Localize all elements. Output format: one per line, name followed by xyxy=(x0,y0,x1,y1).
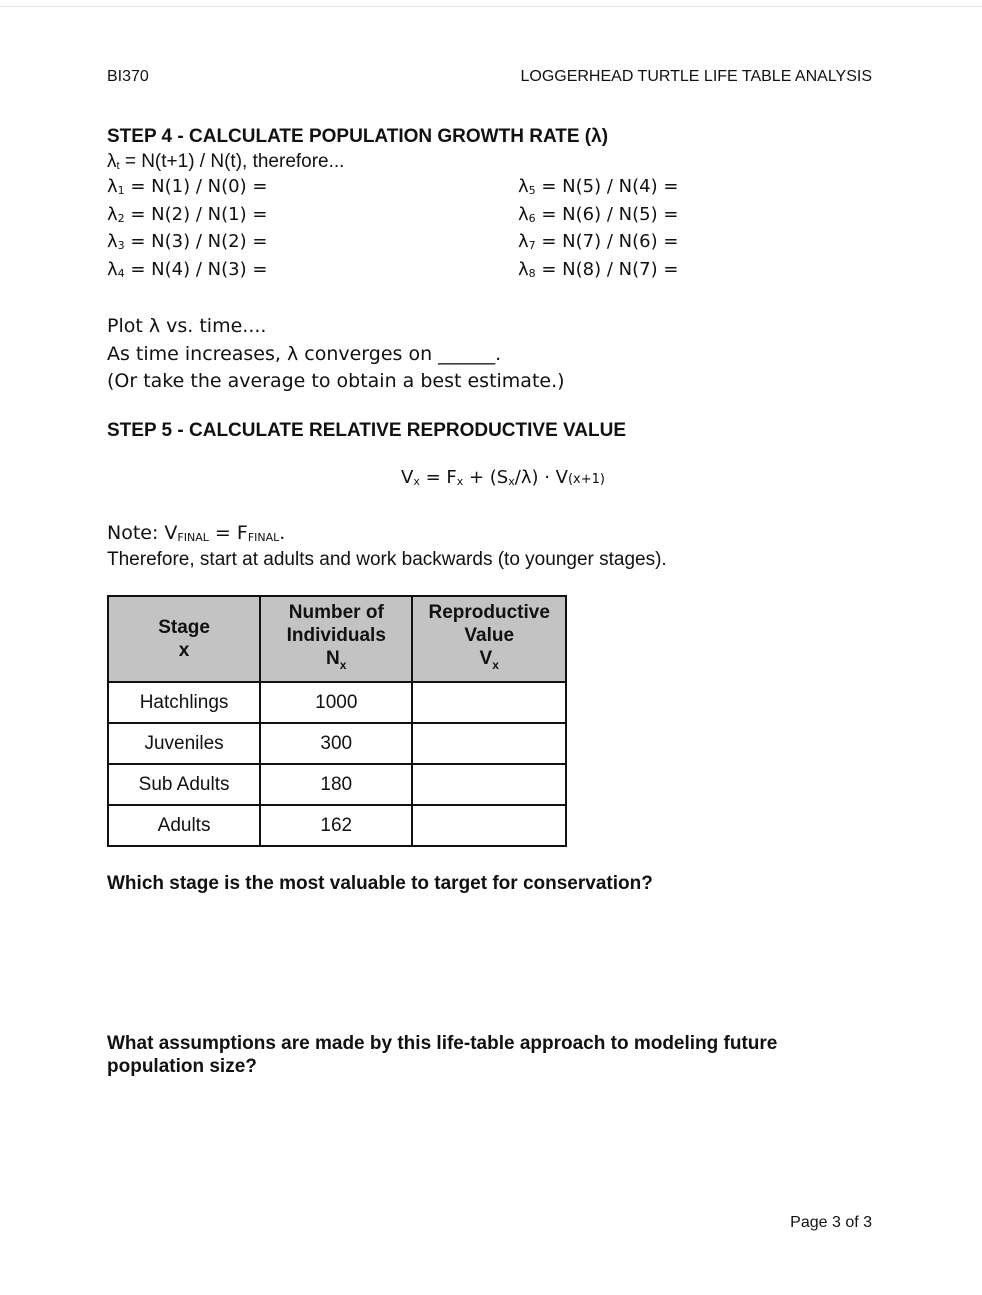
value-cell[interactable] xyxy=(412,805,566,846)
stage-table xyxy=(107,595,567,847)
value-cell[interactable] xyxy=(412,682,566,723)
lambda-2-row: $\lambda_2 = N(2) / N(1)$ = xyxy=(107,204,268,225)
lambda-5-row: $\lambda_5 = N(5) / N(4)$ = xyxy=(518,176,679,197)
number-cell: 180 xyxy=(260,764,412,805)
final-value-note: Note: $V_{FINAL} = F_{FINAL}$. xyxy=(107,522,286,544)
lambda-definition xyxy=(107,151,344,173)
number-cell: 300 xyxy=(260,723,412,764)
stage-cell: Juveniles xyxy=(108,723,260,764)
lambda-7-row: $\lambda_7 = N(7) / N(6)$ = xyxy=(518,231,679,252)
step5-heading: STEP 5 - CALCULATE RELATIVE REPRODUCTIVE VALUE xyxy=(107,420,627,441)
lambda-definition-text: = N(t+1) / N(t), therefore... xyxy=(119,151,345,172)
reproductive-value-formula: $V_x = F_x + (S_x/\lambda) \cdot V(x+1)$ xyxy=(401,467,605,488)
stage-cell: Hatchlings xyxy=(108,682,260,723)
lambda-4-row: $\lambda_4 = N(4) / N(3)$ = xyxy=(107,259,268,280)
course-code: BI370 xyxy=(107,68,149,85)
number-cell: 1000 xyxy=(260,682,412,723)
value-cell[interactable] xyxy=(412,723,566,764)
stage-cell: Adults xyxy=(108,805,260,846)
lambda-1-row: $\lambda_1 = N(1) / N(0)$ = xyxy=(107,176,268,197)
lambda-8-row: $\lambda_8 = N(8) / N(7)$ = xyxy=(518,259,679,280)
header-number: Number of Individuals $N_x$ xyxy=(260,596,412,682)
table-row xyxy=(108,682,566,723)
header-reproductive-value: Reproductive Value $V_x$ xyxy=(412,596,566,682)
header-stage: Stage x xyxy=(108,596,260,682)
lambda-6-row: $\lambda_6 = N(6) / N(5)$ = xyxy=(518,204,679,225)
page-top-rule xyxy=(0,6,982,7)
value-cell[interactable] xyxy=(412,764,566,805)
lambda-sub: t xyxy=(116,160,120,172)
table-header-row xyxy=(108,596,566,682)
table-row xyxy=(108,723,566,764)
plot-instruction: Plot λ vs. time.... xyxy=(107,315,267,337)
table-row xyxy=(108,805,566,846)
number-cell: 162 xyxy=(260,805,412,846)
lambda-symbol: λ xyxy=(107,151,117,172)
document-title: LOGGERHEAD TURTLE LIFE TABLE ANALYSIS xyxy=(520,68,872,85)
conservation-question: Which stage is the most valuable to target for conservation? xyxy=(107,873,653,894)
average-note: (Or take the average to obtain a best estimate.) xyxy=(107,370,565,392)
assumptions-question-line1: What assumptions are made by this life-table approach to modeling future xyxy=(107,1033,778,1054)
work-backwards-note: Therefore, start at adults and work backwards (to younger stages). xyxy=(107,549,667,570)
page-number: Page 3 of 3 xyxy=(790,1214,872,1231)
table-row xyxy=(108,764,566,805)
assumptions-question-line2: population size? xyxy=(107,1056,257,1077)
converge-question: As time increases, λ converges on ______. xyxy=(107,343,502,365)
step4-heading: STEP 4 - CALCULATE POPULATION GROWTH RATE (λ) xyxy=(107,126,609,147)
stage-cell: Sub Adults xyxy=(108,764,260,805)
lambda-3-row: $\lambda_3 = N(3) / N(2)$ = xyxy=(107,231,268,252)
